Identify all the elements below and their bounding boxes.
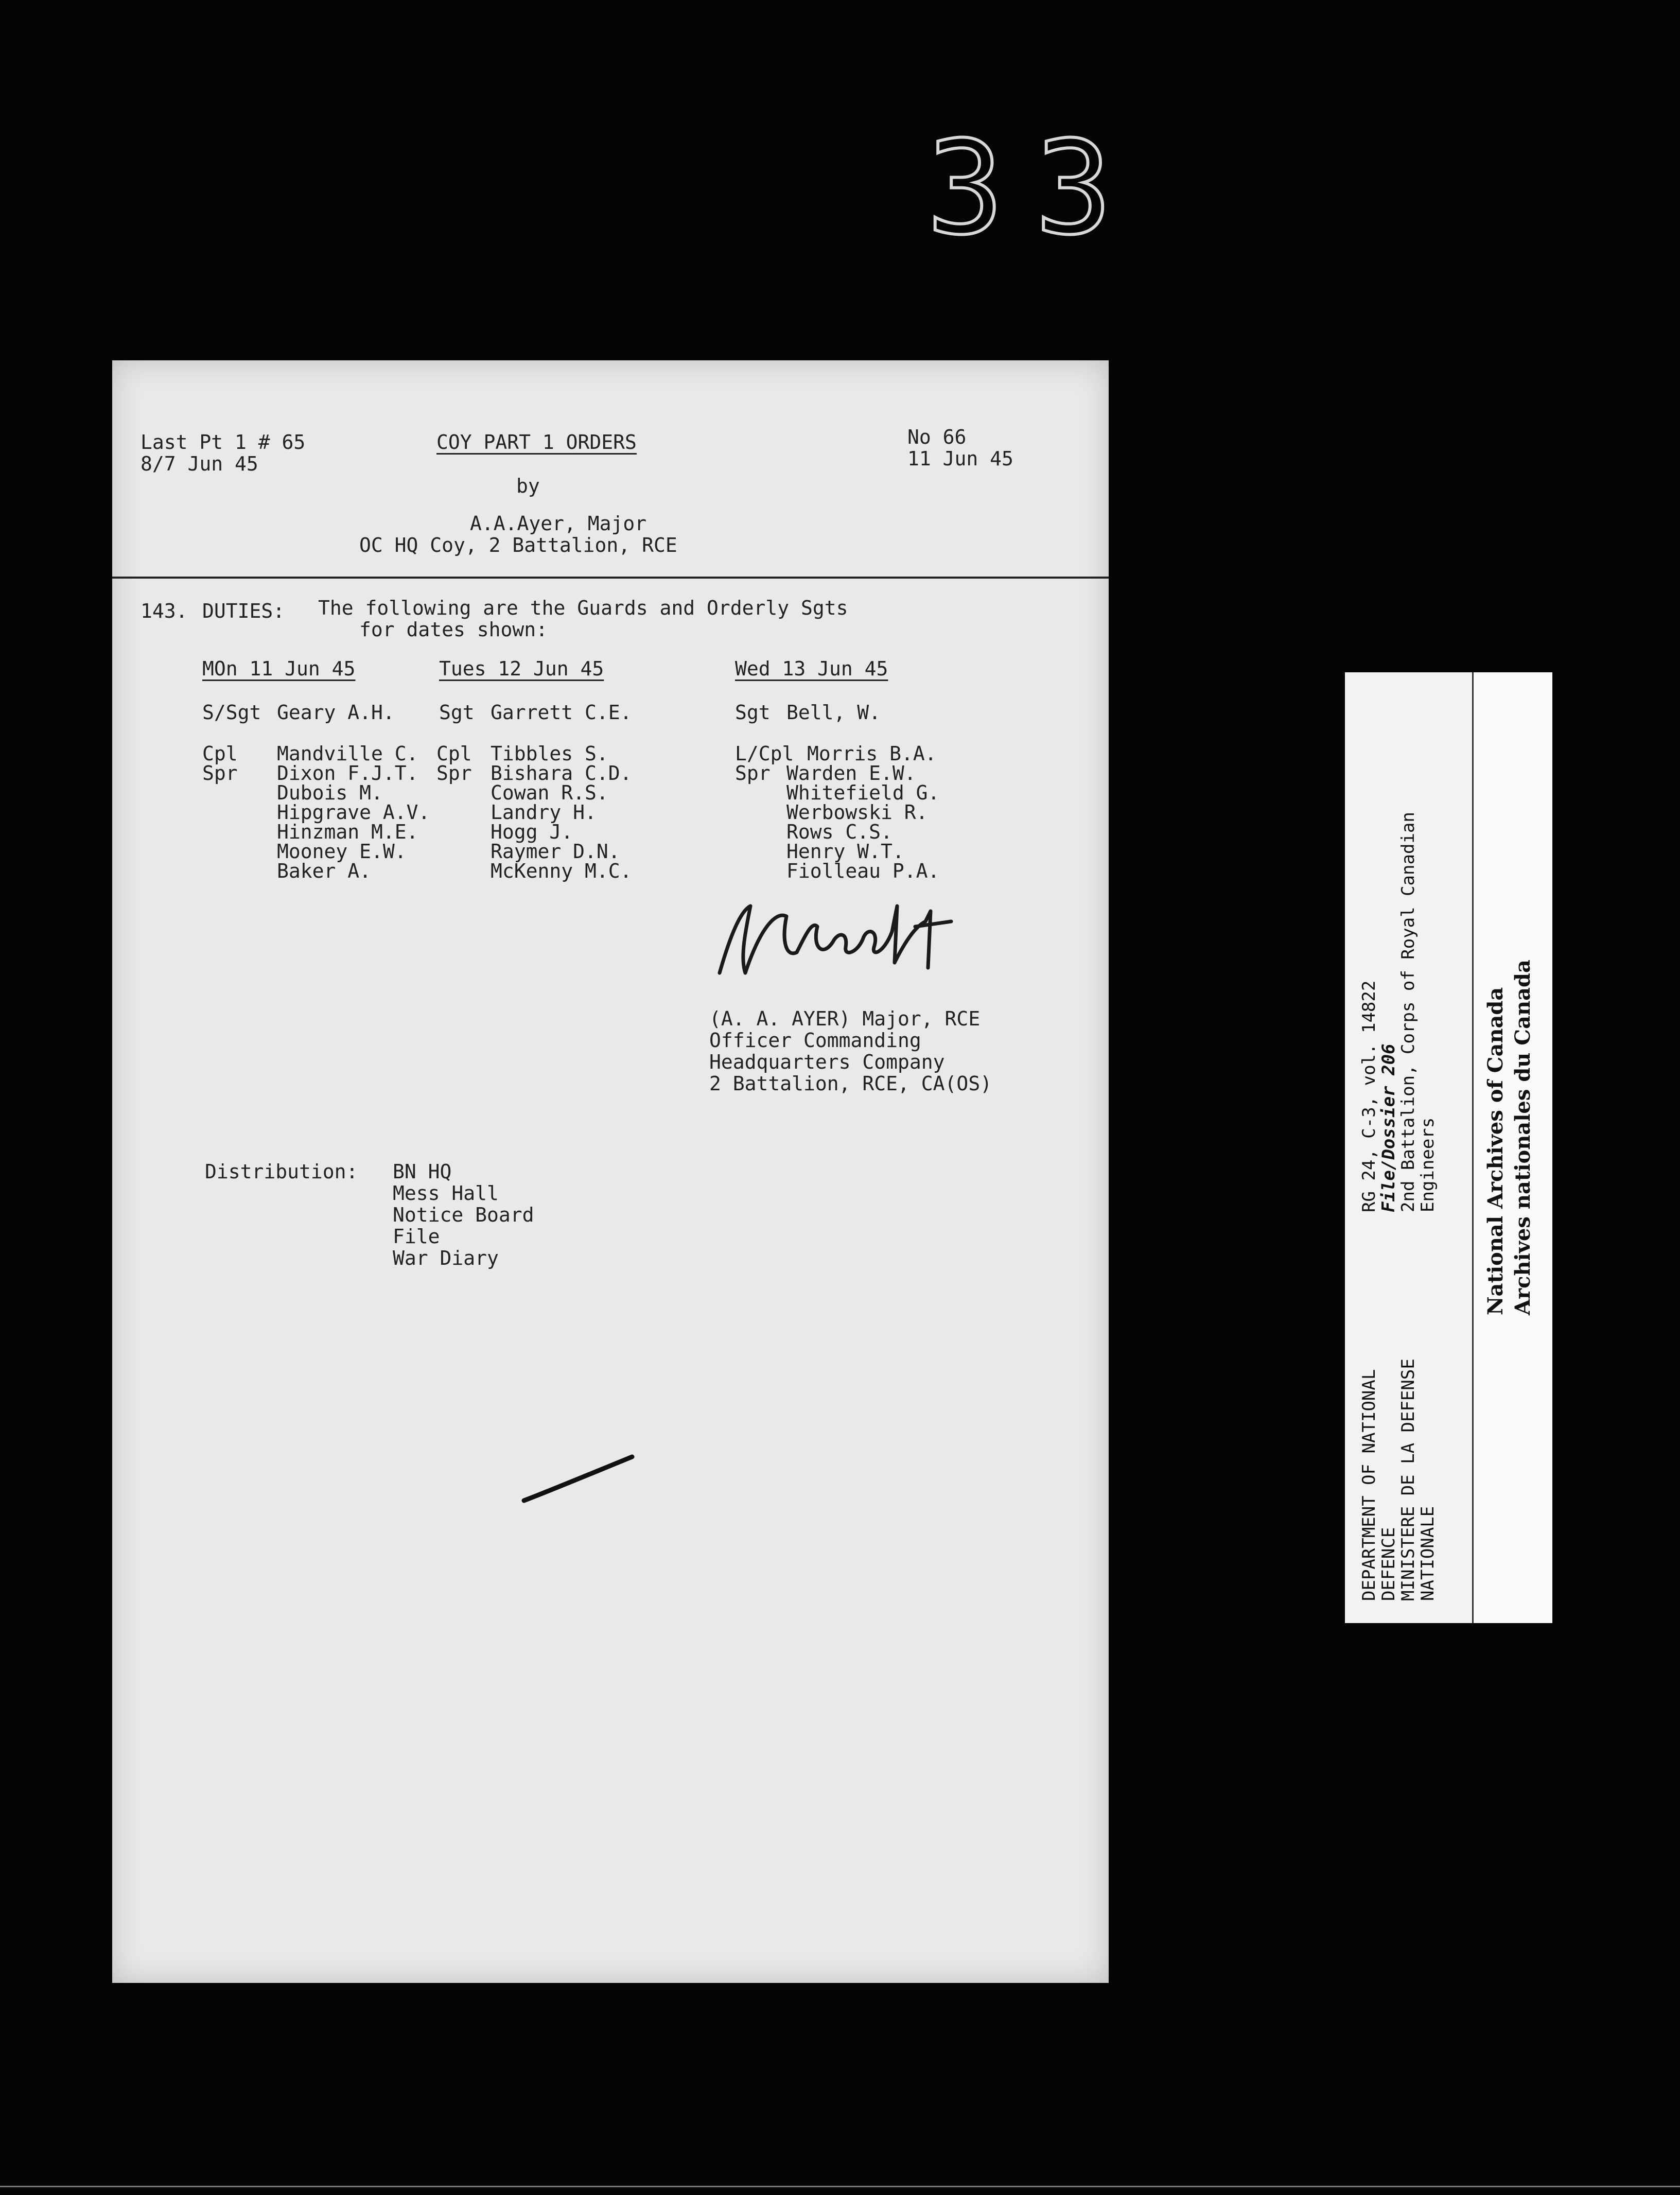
signatory-title: Officer Commanding xyxy=(709,1029,921,1052)
distribution-item: Notice Board xyxy=(393,1204,534,1226)
guard-name: Morris B.A. xyxy=(807,742,937,765)
guard-name: Mandville C. xyxy=(277,742,418,765)
officer-unit: OC HQ Coy, 2 Battalion, RCE xyxy=(359,534,677,556)
para-text: for dates shown: xyxy=(359,618,548,641)
rank-label: Spr xyxy=(202,762,238,785)
guard-name: Hogg J. xyxy=(491,821,573,843)
guard-name: Hipgrave A.V. xyxy=(277,801,430,824)
distribution-item: War Diary xyxy=(393,1247,499,1269)
rank-label: L/Cpl xyxy=(735,742,794,765)
last-part-date: 8/7 Jun 45 xyxy=(141,452,258,475)
archive-reference: RG 24, C-3, vol. 14822 xyxy=(1359,980,1379,1212)
rank-label: Cpl xyxy=(436,742,472,765)
handwritten-tick xyxy=(514,1452,642,1513)
guard-name: Whitefield G. xyxy=(786,781,940,804)
guard-name: Dixon F.J.T. xyxy=(277,762,418,785)
guard-name: Rows C.S. xyxy=(786,821,892,843)
department-line: DEPARTMENT OF NATIONAL xyxy=(1359,1369,1379,1601)
sgt-name: Bell, W. xyxy=(786,701,881,724)
distribution-item: File xyxy=(393,1225,440,1248)
department-line: MINISTERE DE LA DEFENSE xyxy=(1398,1358,1419,1601)
guard-name: Tibbles S. xyxy=(491,742,608,765)
distribution-item: BN HQ xyxy=(393,1160,452,1183)
order-document xyxy=(112,360,1109,1983)
guard-name: Mooney E.W. xyxy=(277,840,407,863)
archive-name-fr: Archives nationales du Canada xyxy=(1511,960,1535,1315)
sgt-rank: S/Sgt xyxy=(202,701,261,724)
distribution-item: Mess Hall xyxy=(393,1182,499,1205)
signatory-name: (A. A. AYER) Major, RCE xyxy=(709,1007,981,1030)
last-part-ref: Last Pt 1 # 65 xyxy=(141,431,306,454)
order-date: 11 Jun 45 xyxy=(907,447,1013,470)
sgt-rank: Sgt xyxy=(439,701,475,724)
sgt-rank: Sgt xyxy=(735,701,771,724)
guard-name: Cowan R.S. xyxy=(491,781,608,804)
signatory-company: Headquarters Company xyxy=(709,1051,945,1073)
sgt-name: Geary A.H. xyxy=(277,701,395,724)
para-heading: DUTIES: xyxy=(202,600,285,622)
para-text: The following are the Guards and Orderly Sgts xyxy=(318,597,848,619)
film-edge-line xyxy=(0,2186,1680,2187)
duty-date: MOn 11 Jun 45 xyxy=(202,657,356,680)
unit-description: Engineers xyxy=(1417,1117,1438,1212)
sgt-name: Garrett C.E. xyxy=(491,701,632,724)
department-line: NATIONALE xyxy=(1417,1506,1438,1601)
guard-name: McKenny M.C. xyxy=(491,860,632,882)
officer-name: A.A.Ayer, Major xyxy=(470,512,647,535)
guard-name: Raymer D.N. xyxy=(491,840,620,863)
archive-name-en: National Archives of Canada xyxy=(1483,987,1508,1315)
guard-name: Baker A. xyxy=(277,860,372,882)
rank-label: Spr xyxy=(735,762,771,785)
guard-name: Werbowski R. xyxy=(786,801,928,824)
rank-label: Spr xyxy=(436,762,472,785)
duty-date: Tues 12 Jun 45 xyxy=(439,657,604,680)
order-number: No 66 xyxy=(907,426,967,448)
distribution-label: Distribution: xyxy=(205,1160,358,1183)
signatory-unit: 2 Battalion, RCE, CA(OS) xyxy=(709,1072,992,1095)
order-title: COY PART 1 ORDERS xyxy=(436,431,637,454)
guard-name: Warden E.W. xyxy=(786,762,916,785)
para-number: 143. xyxy=(141,600,188,622)
guard-name: Hinzman M.E. xyxy=(277,821,418,843)
order-by: by xyxy=(516,475,540,497)
file-number: File/Dossier 206 xyxy=(1378,1043,1399,1212)
guard-name: Bishara C.D. xyxy=(491,762,632,785)
guard-name: Landry H. xyxy=(491,801,597,824)
guard-name: Dubois M. xyxy=(277,781,383,804)
department-line: DEFENCE xyxy=(1378,1527,1399,1601)
handwritten-signature xyxy=(709,896,956,983)
duty-date: Wed 13 Jun 45 xyxy=(735,657,888,680)
guard-name: Henry W.T. xyxy=(786,840,904,863)
header-rule xyxy=(112,577,1109,579)
unit-description: 2nd Battalion, Corps of Royal Canadian xyxy=(1398,812,1419,1212)
frame-number: 33 xyxy=(926,113,1144,263)
rank-label: Cpl xyxy=(202,742,238,765)
guard-name: Fiolleau P.A. xyxy=(786,860,940,882)
